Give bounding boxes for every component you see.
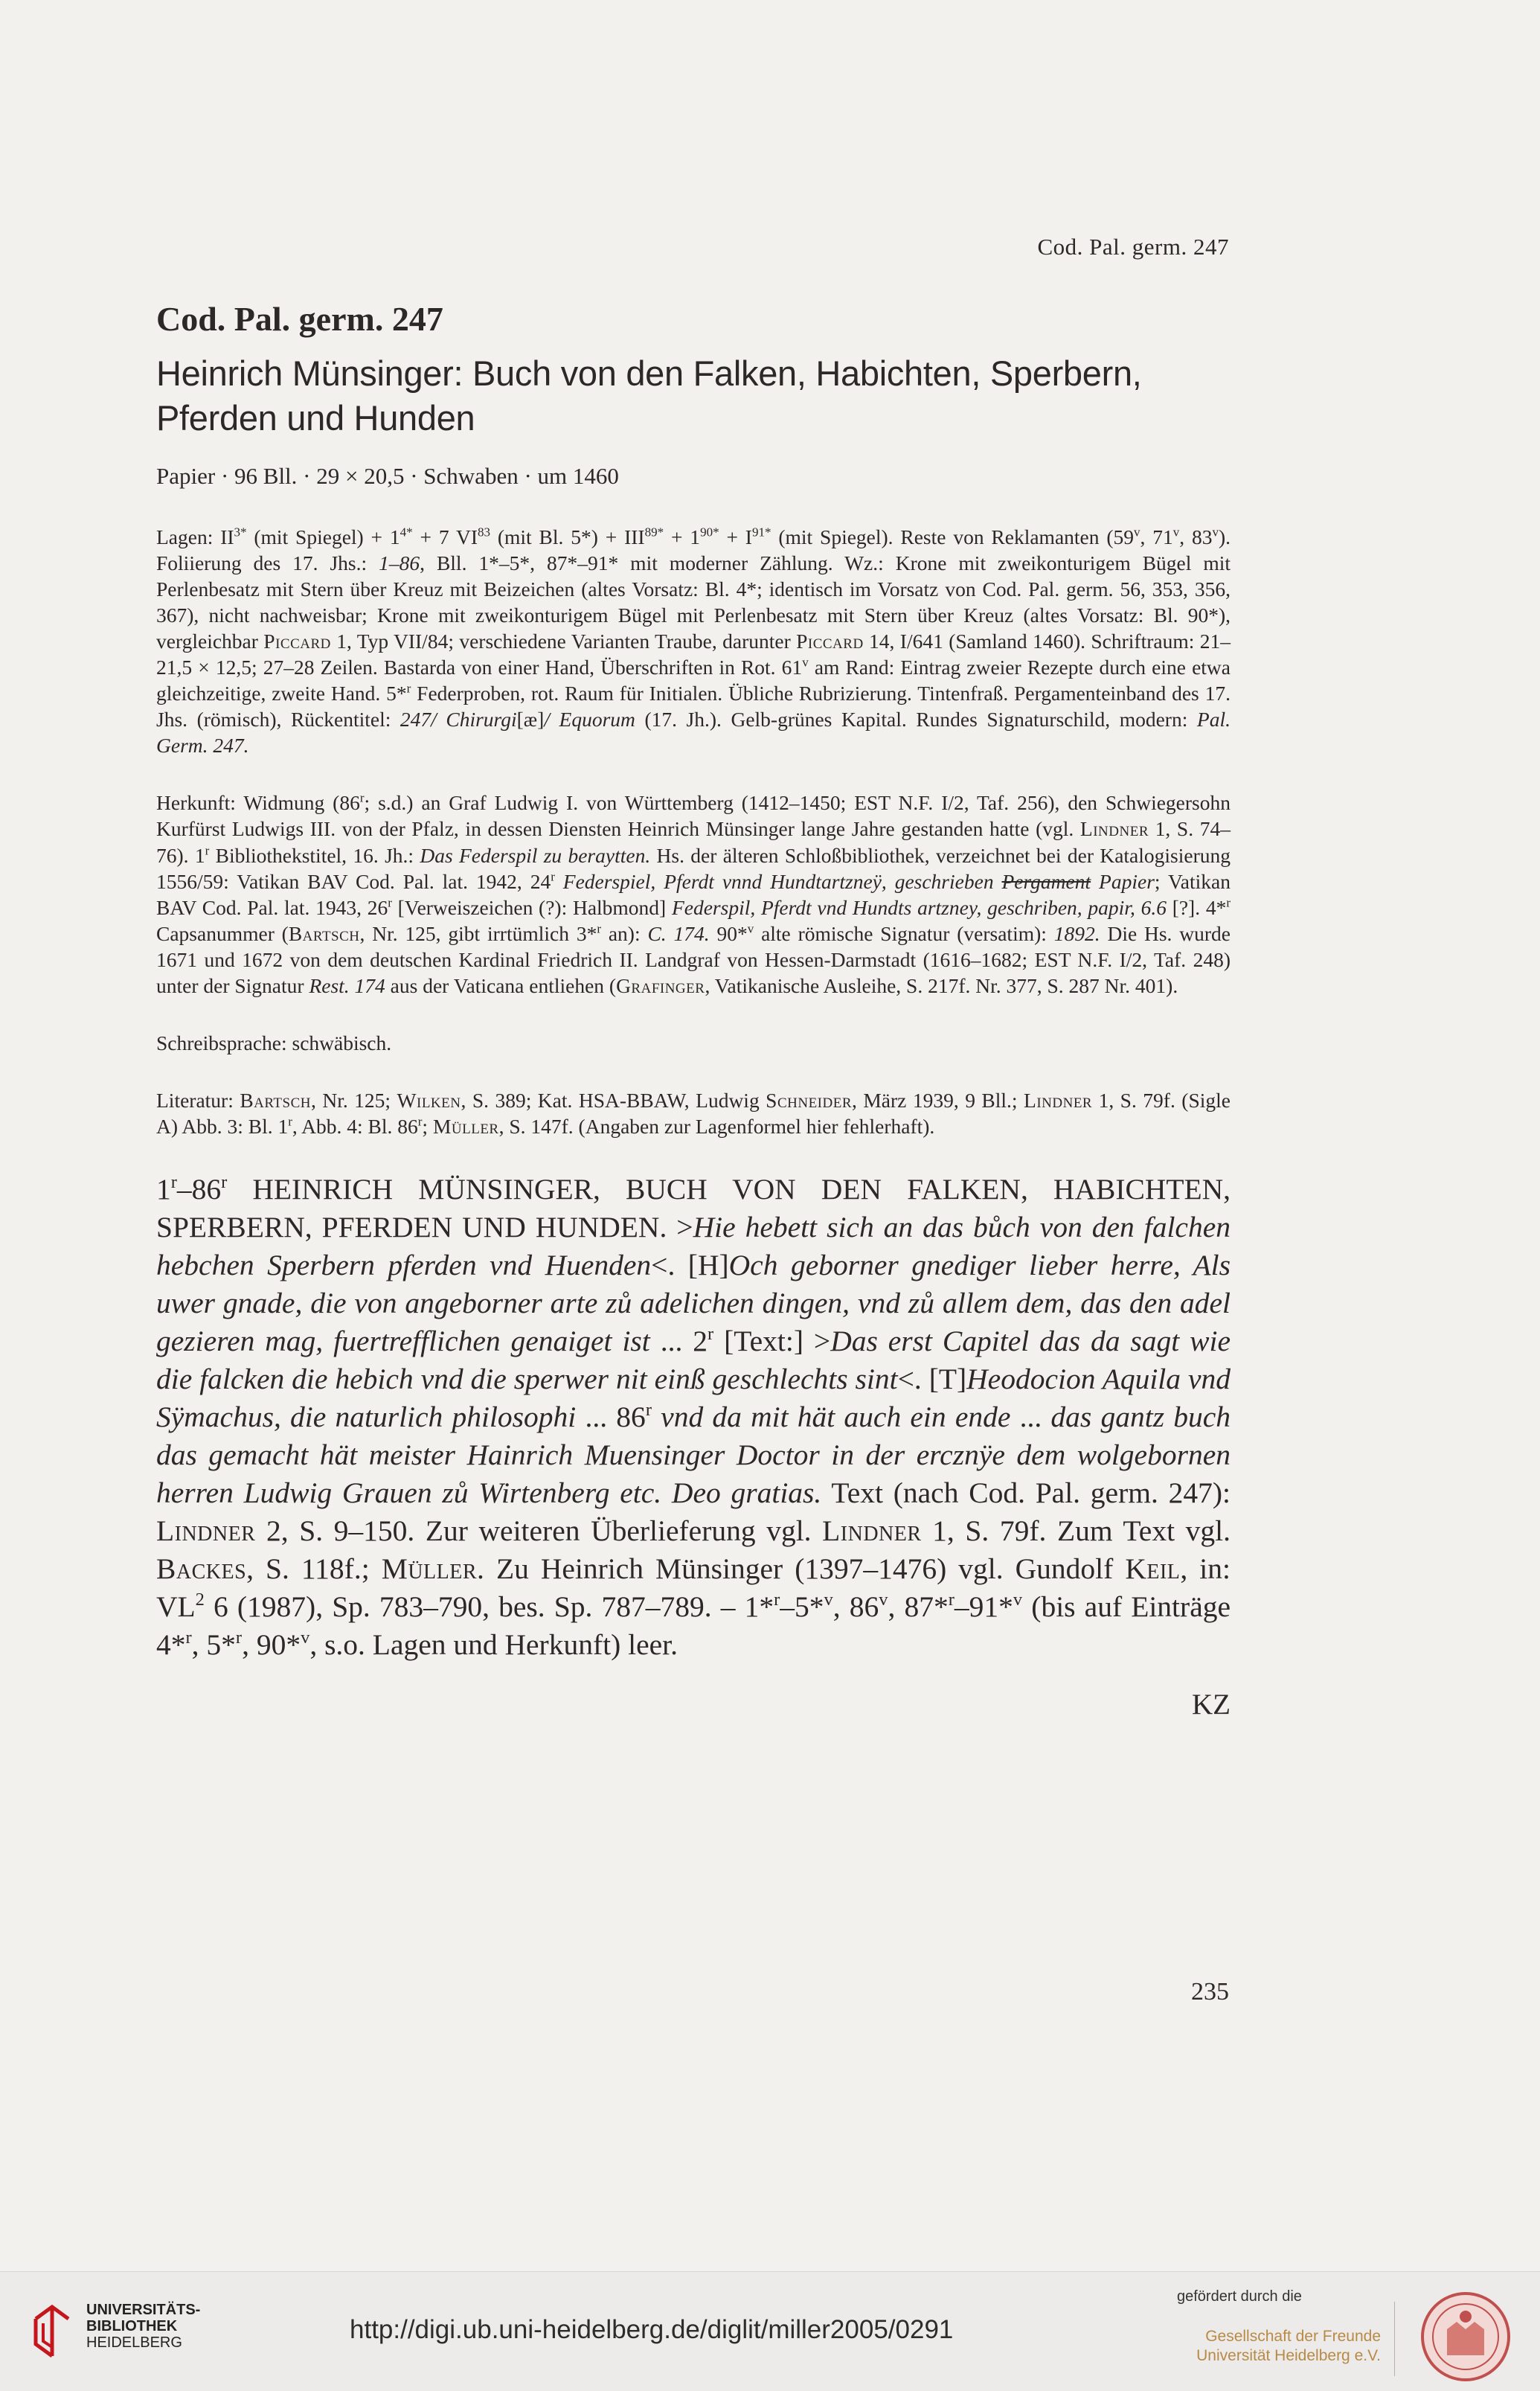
funded-by-label: gefördert durch die [1177, 2288, 1302, 2305]
author-initials: KZ [1192, 1689, 1231, 1721]
page-number: 235 [1191, 1978, 1229, 2006]
shelfmark-heading: Cod. Pal. germ. 247 [156, 300, 443, 338]
footer-divider [1394, 2302, 1395, 2376]
codicological-description: Lagen: $II^{3*}$ (mit Spiegel) + $1^{4*} + 7$ VI$^{83}$ (mit Bl. $5*) + III^{89*} + 1^{90*} + I^{91*}$ (mit Spiegel). Reste von Reklamanten (59$^v$, 71$^v$, 83$^v$). Foliierung des 17. Jhs.: 1–86, Bll. 1*–5*, 87*–91* mit moderner Zählung. Wz.: Krone mit zweikonturigem Bügel mit Perlenbesatz mit Stern über Kreuz mit Beizeichen (altes Vorsatz: Bl. 4*; identisch im Vorsatz von Cod. Pal. germ. 56, 353, 356, 367), nicht nachweisbar; Krone mit zweikonturigem Bügel mit Perlenbesatz mit Stern über Kreuz (altes Vorsatz: Bl. 90*), vergleichbar Piccard 1, Typ VII/84; verschiedene Varianten Traube, darunter Piccard 14, I/641 (Samland 1460). Schriftraum: 21–21,5 × 12,5; 27–28 Zeilen. Bastarda von einer Hand, Überschriften in Rot. 61$^v$ am Rand: Eintrag zweier Rezepte durch eine etwa gleichzeitige, zweite Hand. 5*$^r$ Federproben, rot. Raum für Initialen. Übliche Rubrizierung. Tintenfraß. Pergamenteinband des 17. Jhs. (römisch), Rückentitel: 247/ Chirurgi[æ]/ Equorum (17. Jh.). Gelb-grünes Kapital. Rundes Signaturschild, modern: Pal. Germ. 247. [156, 525, 1231, 758]
library-name-line2: BIBLIOTHEK [86, 2318, 178, 2334]
permalink-url[interactable]: http://digi.ub.uni-heidelberg.de/diglit/miller2005/0291 [350, 2315, 954, 2344]
scribal-language: Schreibsprache: schwäbisch. [156, 1031, 392, 1054]
content-entry: 1$^r$–86$^r$ HEINRICH MÜNSINGER, BUCH VON DEN FALKEN, HABICHTEN, SPERBERN, PFERDEN UND HUNDEN. >Hie hebett sich an das bůch von den falchen hebchen Sperbern pferden vnd Huenden<. [H]Och geborner gnediger lieber herre, Als uwer gnade, die von angeborner arte zů adelichen dingen, vnd zů allem dem, das den adel gezieren mag, fuertrefflichen genaiget ist ... 2$^r$ [Text:] >Das erst Capitel das da sagt wie die falcken die hebich vnd die sperwer nit einß geschlechts sint<. [T]Heodocion Aquila vnd Sÿmachus, die naturlich philosophi ... 86$^r$ vnd da mit hät auch ein ende ... das gantz buch das gemacht hät meister Hainrich Muensinger Doctor in der ercznÿe dem wolgebornen herren Ludwig Grauen zů Wirtenberg etc. Deo gratias. Text (nach Cod. Pal. germ. 247): Lindner 2, S. 9–150. Zur weiteren Überlieferung vgl. Lindner 1, S. 79f. Zum Text vgl. Backes, S. 118f.; Müller. Zu Heinrich Münsinger (1397–1476) vgl. Gundolf Keil, in: $VL^2$ 6 (1987), Sp. 783–790, bes. Sp. 787–789. – 1*$^r$–5*$^v$, 86$^v$, 87*$^r$–91*$^v$ (bis auf Einträge 4*$^r$, 5*$^r$, 90*$^v$, s.o. Lagen und Herkunft) leer. [156, 1171, 1231, 1662]
library-name[interactable] [86, 2302, 200, 2351]
library-name-line3: HEIDELBERG [86, 2334, 182, 2351]
library-name-line1: UNIVERSITÄTS- [86, 2302, 201, 2318]
catalog-entry [156, 298, 1231, 1721]
university-seal-icon [1414, 2288, 1518, 2385]
ub-logo-icon[interactable] [30, 2304, 77, 2359]
physical-summary: Papier · 96 Bll. · 29 × 20,5 · Schwaben · um 1460 [156, 462, 619, 489]
digitization-footer [0, 2271, 1540, 2391]
society-name-line1: Gesellschaft der Freunde [1205, 2328, 1381, 2345]
society-name[interactable] [1187, 2327, 1381, 2366]
literature-paragraph: Literatur: Bartsch, Nr. 125; Wilken, S. 389; Kat. HSA-BBAW, Ludwig Schneider, März 1939, 9 Bll.; Lindner 1, S. 79f. (Sigle A) Abb. 3: Bl. 1$^r$, Abb. 4: Bl. 86$^r$; Müller, S. 147f. (Angaben zur Lagenformel hier fehlerhaft). [156, 1088, 1231, 1138]
work-title: Heinrich Münsinger: Buch von den Falken, Habichten, Sperbern, Pferden und Hunden [156, 353, 1142, 438]
society-name-line2: Universität Heidelberg e.V. [1196, 2347, 1381, 2364]
running-head: Cod. Pal. germ. 247 [1037, 234, 1229, 260]
provenance-paragraph: Herkunft: Widmung (86$^r$; s.d.) an Graf Ludwig I. von Württemberg (1412–1450; EST N.F. I/2, Taf. 256), den Schwiegersohn Kurfürst Ludwigs III. von der Pfalz, in dessen Diensten Heinrich Münsinger lange Jahre gestanden hatte (vgl. Lindner 1, S. 74–76). 1$^r$ Bibliothekstitel, 16. Jh.: Das Federspil zu beraytten. Hs. der älteren Schloßbibliothek, verzeichnet bei der Katalogisierung 1556/59: Vatikan BAV Cod. Pal. lat. 1942, 24$^r$ Federspiel, Pferdt vnnd Hundtartzneÿ, geschrieben Pergament Papier; Vatikan BAV Cod. Pal. lat. 1943, 26$^r$ [Verweiszeichen (?): Halbmond] Federspil, Pferdt vnd Hundts artzney, geschriben, papir, 6.6 [?]. 4*$^r$ Capsanummer (Bartsch, Nr. 125, gibt irrtümlich 3*$^r$ an): C. 174. 90*$^v$ alte römische Signatur (versatim): 1892. Die Hs. wurde 1671 und 1672 von dem deutschen Kardinal Friedrich II. Landgraf von Hessen-Darmstadt (1616–1682; EST N.F. I/2, Taf. 248) unter der Signatur Rest. 174 aus der Vaticana entliehen (Grafinger, Vatikanische Ausleihe, S. 217f. Nr. 377, S. 287 Nr. 401). [156, 790, 1231, 997]
